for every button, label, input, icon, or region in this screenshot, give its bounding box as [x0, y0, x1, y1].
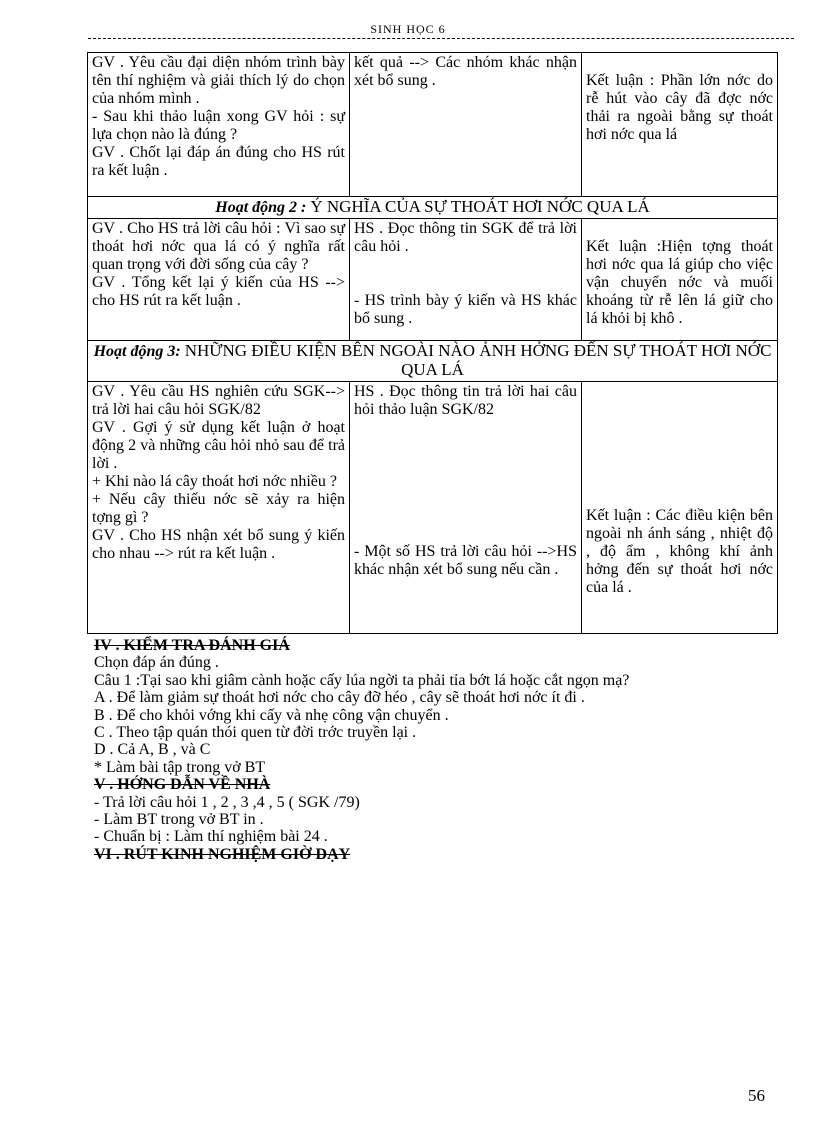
- homework-item: - Làm BT trong vở BT in .: [94, 811, 264, 829]
- conclusion-cell: [582, 382, 778, 634]
- activity-2-heading: [88, 197, 778, 219]
- student-text: HS . Đọc thông tin SGK để trả lời câu hỏi .: [354, 220, 577, 255]
- table-row-activity-2: [88, 219, 778, 341]
- exercise-note: * Làm bài tập trong vở BT: [94, 758, 266, 776]
- homework-item: - Chuẩn bị : Làm thí nghiệm bài 24 .: [94, 828, 328, 846]
- conclusion-cell: [582, 219, 778, 341]
- answer-option: A . Để làm giảm sự thoát hơi nớc cho cây đỡ héo , cây sẽ thoát hơi nớc ít đi .: [94, 689, 585, 707]
- evaluation-intro: Chọn đáp án đúng .: [94, 654, 219, 672]
- answer-option: B . Để cho khỏi vớng khi cấy và nhẹ công vận chuyển .: [94, 706, 449, 724]
- evaluation-heading: IV . KIỂM TRA ĐÁNH GIÁ: [94, 637, 290, 654]
- experience-heading: VI . RÚT KINH NGHIỆM GIỜ DẠY: [94, 845, 351, 863]
- teacher-cell: [88, 382, 350, 634]
- conclusion-text: Kết luận :Hiện tợng thoát hơi nớc qua lá giúp cho việc vận chuyển nớc và muối khoáng từ rễ lên lá giữ cho lá khỏi bị khô .: [586, 238, 773, 327]
- teacher-text: GV . Cho HS trả lời câu hỏi : Vì sao sự thoát hơi nớc qua lá có ý nghĩa rất quan trọng với đời sống của cây ?: [92, 220, 345, 273]
- teacher-text: + Khi nào lá cây thoát hơi nớc nhiều ?: [92, 473, 337, 490]
- header-divider: [88, 38, 794, 39]
- teacher-text: GV . Yêu cầu HS nghiên cứu SGK--> trả lời hai câu hỏi SGK/82: [92, 383, 345, 418]
- conclusion-text: Kết luận : Các điều kiện bên ngoài nh ánh sáng , nhiệt độ , độ ẩm , không khí ảnh hởng đến sự thoát hơi nớc của lá .: [586, 507, 773, 596]
- answer-option: C . Theo tập quán thói quen từ đời trớc truyền lại .: [94, 724, 417, 742]
- teacher-text: GV . Tổng kết lại ý kiến của HS --> cho HS rút ra kết luận .: [92, 274, 345, 309]
- answer-option: D . Cả A, B , và C: [94, 741, 211, 759]
- activity-label: Hoạt động 3:: [93, 343, 181, 360]
- lesson-table: [87, 52, 778, 634]
- activity-title: Ý NGHĨA CỦA SỰ THOÁT HƠI NỚC QUA LÁ: [310, 197, 650, 216]
- student-cell: [350, 382, 582, 634]
- student-text: - HS trình bày ý kiến và HS khác bổ sung .: [354, 292, 577, 327]
- student-cell: [350, 53, 582, 197]
- table-row-activity-3: [88, 382, 778, 634]
- activity-title: NHỮNG ĐIỀU KIỆN BÊN NGOÀI NÀO ẢNH HỞNG ĐẾN SỰ THOÁT HƠI NỚC QUA LÁ: [184, 341, 772, 379]
- table-row-conclusion-1: [88, 53, 778, 197]
- student-cell: [350, 219, 582, 341]
- page-number: 56: [748, 1086, 765, 1105]
- activity-3-heading: [88, 341, 778, 382]
- conclusion-text: Kết luận : Phần lớn nớc do rễ hút vào cây đã đợc nớc thải ra ngoài bằng sự thoát hơi nớc qua lá: [586, 72, 773, 143]
- teacher-text: GV . Yêu cầu đại diện nhóm trình bày tên thí nghiệm và giải thích lý do chọn của nhóm mình .: [92, 54, 345, 107]
- evaluation-question: Câu 1 :Tại sao khi giâm cành hoặc cấy lúa ngời ta phải tỉa bớt lá hoặc cắt ngọn mạ?: [94, 671, 630, 689]
- teacher-text: GV . Gợi ý sử dụng kết luận ở hoạt động 2 và những câu hỏi nhỏ sau để trả lời .: [92, 419, 345, 472]
- student-text: HS . Đọc thông tin trả lời hai câu hỏi thảo luận SGK/82: [354, 383, 577, 418]
- teacher-text: GV . Cho HS nhận xét bổ sung ý kiến cho nhau --> rút ra kết luận .: [92, 527, 345, 562]
- student-text: kết quả --> Các nhóm khác nhận xét bổ sung .: [354, 54, 577, 89]
- page-header-title: SINH HỌC 6: [370, 22, 446, 36]
- teacher-cell: [88, 53, 350, 197]
- teacher-text: + Nếu cây thiếu nớc sẽ xảy ra hiện tợng gì ?: [92, 491, 345, 526]
- evaluation-section: [94, 637, 784, 863]
- teacher-text: GV . Chốt lại đáp án đúng cho HS rút ra kết luận .: [92, 144, 345, 179]
- activity-heading-row: [88, 197, 778, 219]
- teacher-cell: [88, 219, 350, 341]
- conclusion-cell: [582, 53, 778, 197]
- teacher-text: - Sau khi thảo luận xong GV hỏi : sự lựa chọn nào là đúng ?: [92, 108, 345, 143]
- activity-label: Hoạt động 2 :: [215, 199, 307, 216]
- homework-heading: V . HỚNG DẪN VỀ NHÀ: [94, 776, 271, 794]
- activity-heading-row: [88, 341, 778, 382]
- student-text: - Một số HS trả lời câu hỏi -->HS khác nhận xét bổ sung nếu cần .: [354, 543, 577, 578]
- homework-item: - Trả lời câu hỏi 1 , 2 , 3 ,4 , 5 ( SGK /79): [94, 793, 360, 811]
